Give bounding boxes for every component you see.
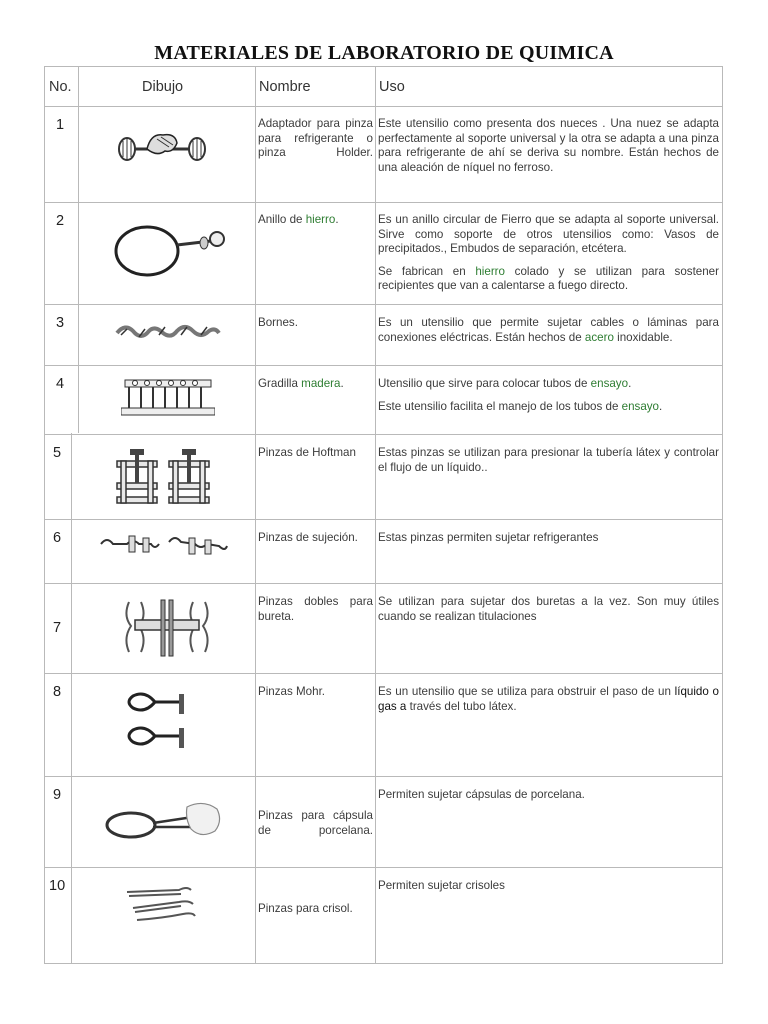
- hierro-link[interactable]: hierro: [475, 264, 505, 278]
- adaptador-pinza-drawing: [117, 127, 207, 167]
- gradilla-drawing: [121, 376, 215, 418]
- hierro-link[interactable]: hierro: [305, 213, 336, 226]
- row-nombre: Bornes.: [258, 316, 298, 329]
- pinzas-capsula-drawing: [103, 797, 223, 847]
- row-nombre: Pinzas Mohr.: [258, 685, 326, 698]
- header-uso: Uso: [379, 79, 405, 95]
- row-number: 8: [53, 684, 62, 700]
- table-row: [45, 106, 722, 202]
- row-uso: Este utensilio como presenta dos nueces . Una nuez se adapta perfectamente al soporte universal y la otra se adapta a una pinza para refrigerante de ahí se deriva su nombre. Están hechos de una aleación de níquel no ferroso.: [378, 117, 719, 174]
- row-nombre: Pinzas de sujeción.: [258, 531, 358, 544]
- table-row: [45, 776, 722, 867]
- row-number: 2: [56, 213, 65, 229]
- table-row: [45, 202, 722, 304]
- row-nombre: Anillo de hierro.: [258, 213, 339, 226]
- row-uso: Es un anillo circular de Fierro que se adapta al soporte universal. Sirve como soporte de otros utensilios como: Vasos de precipitados., Embudos de separación, etcétera. Se fabrican en hierro colado y se utilizan para sostener recipientes que van a calentarse a fuego directo.: [378, 213, 719, 293]
- pinzas-crisol-drawing: [123, 884, 203, 924]
- row-nombre: Gradilla madera.: [258, 377, 344, 390]
- acero-link[interactable]: acero: [584, 330, 614, 344]
- row-uso: Estas pinzas permiten sujetar refrigerantes: [378, 531, 599, 544]
- row-number: 7: [53, 620, 62, 636]
- row-number: 1: [56, 117, 65, 133]
- materials-table: [44, 66, 723, 964]
- table-row: [45, 673, 722, 776]
- row-uso: Permiten sujetar crisoles: [378, 879, 505, 892]
- row-uso: Estas pinzas se utilizan para presionar la tubería látex y controlar el flujo de un líquido..: [378, 446, 719, 474]
- table-row: [45, 304, 722, 365]
- row-number: 5: [53, 445, 62, 461]
- page-title: MATERIALES DE LABORATORIO DE QUIMICA: [154, 42, 614, 64]
- table-row: [45, 583, 722, 673]
- row-uso: Utensilio que sirve para colocar tubos de ensayo. Este utensilio facilita el manejo de los tubos de ensayo.: [378, 377, 663, 413]
- table-row: [45, 434, 722, 519]
- row-uso: Es un utensilio que se utiliza para obstruir el paso de un líquido o gas a través del tubo látex.: [378, 685, 719, 713]
- row-nombre: Pinzas para crisol.: [258, 902, 353, 915]
- row-number: 10: [49, 878, 66, 894]
- anillo-hierro-drawing: [111, 215, 231, 277]
- row-nombre: Pinzas dobles para bureta.: [258, 595, 373, 623]
- table-row: [45, 365, 722, 434]
- header-no: No.: [49, 79, 72, 95]
- pinzas-dobles-bureta-drawing: [119, 596, 215, 660]
- row-uso: Es un utensilio que permite sujetar cables o láminas para conexiones eléctricas. Están hechos de acero inoxidable.: [378, 316, 719, 344]
- table-header: [45, 67, 722, 107]
- pinzas-mohr-drawing: [125, 688, 195, 754]
- row-number: 3: [56, 315, 65, 331]
- pinzas-hoftman-drawing: [113, 447, 217, 507]
- ensayo-link[interactable]: ensayo: [590, 377, 629, 390]
- header-dibujo: Dibujo: [142, 79, 184, 95]
- row-uso: Permiten sujetar cápsulas de porcelana.: [378, 788, 585, 801]
- row-nombre: Pinzas para cápsula de porcelana.: [258, 809, 373, 837]
- row-number: 9: [53, 787, 62, 803]
- header-nombre: Nombre: [259, 79, 311, 95]
- bornes-drawing: [115, 319, 221, 345]
- table-row: [45, 867, 722, 963]
- row-number: 6: [53, 530, 62, 546]
- row-number: 4: [56, 376, 65, 392]
- row-uso: Se utilizan para sujetar dos buretas a la vez. Son muy útiles cuando se realizan titulaciones: [378, 595, 719, 623]
- ensayo-link[interactable]: ensayo: [621, 399, 660, 413]
- row-nombre: Pinzas de Hoftman: [258, 446, 356, 459]
- row-nombre: Adaptador para pinza para refrigerante o pinza Holder.: [258, 117, 373, 160]
- pinzas-sujecion-drawing: [99, 532, 229, 558]
- table-row: [45, 519, 722, 583]
- madera-link[interactable]: madera: [301, 377, 341, 390]
